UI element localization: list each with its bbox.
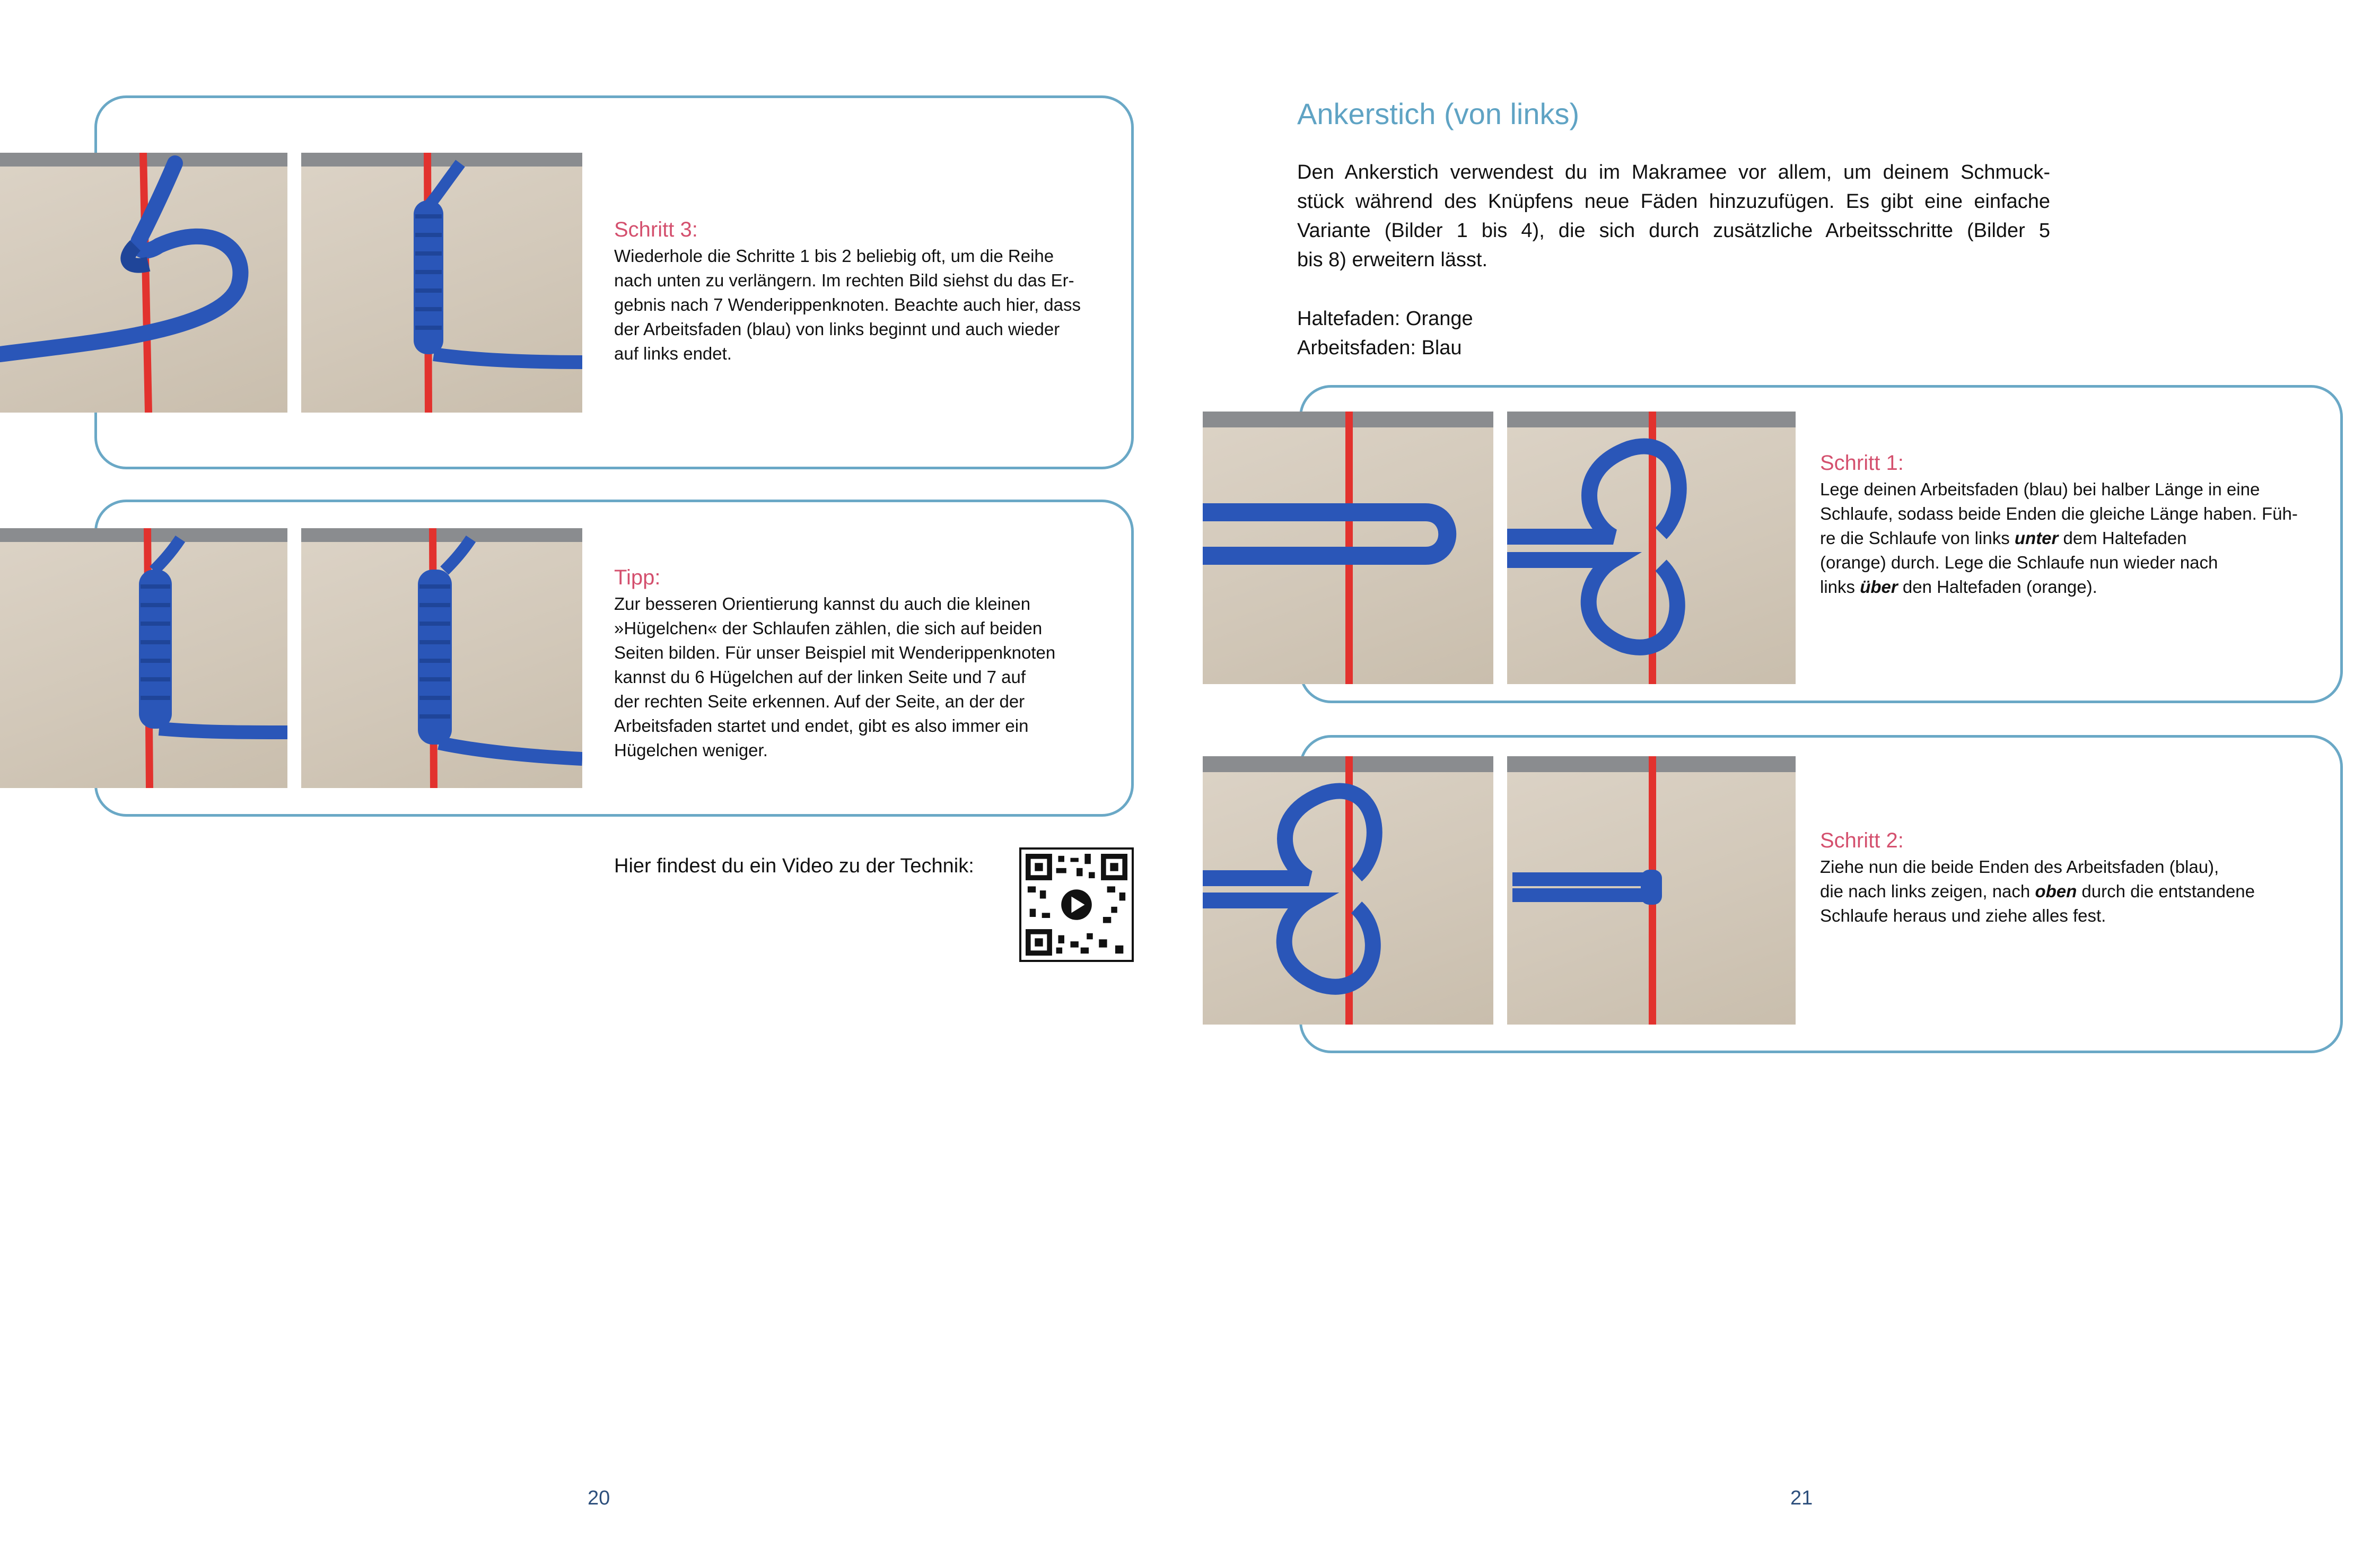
page-number-left: 20: [588, 1487, 610, 1509]
step3-photo-1: [0, 153, 287, 413]
tipp-line: Arbeitsfaden startet und endet, gibt es also immer ein: [614, 716, 1029, 736]
step3-line: nach unten zu verlängern. Im rechten Bild siehst du das Er-: [614, 270, 1074, 290]
step2-photo-1: [1203, 756, 1493, 1025]
tipp-line: Zur besseren Orientierung kannst du auch die kleinen: [614, 594, 1031, 614]
step1-line: Schlaufe, sodass beide Enden die gleiche Länge haben. Füh-: [1820, 504, 2298, 523]
tipp-line: kannst du 6 Hügelchen auf der linken Seite und 7 auf: [614, 667, 1026, 687]
tipp-line: der rechten Seite erkennen. Auf der Seite, an der der: [614, 692, 1025, 711]
tipp-photo-1: [0, 528, 287, 788]
intro-line: stück während des Knüpfens neue Fäden hinzuzufügen. Es gibt eine einfache: [1297, 190, 2050, 213]
step3-line: gebnis nach 7 Wenderippenknoten. Beachte auch hier, dass: [614, 295, 1081, 314]
step2-line-part: durch die entstandene: [2077, 881, 2255, 901]
step1-title: Schritt 1:: [1820, 451, 1904, 475]
step1-line-part: den Haltefaden (orange).: [1897, 577, 2097, 597]
tipp-photo-2: [301, 528, 582, 788]
intro-line: Variante (Bilder 1 bis 4), die sich durch zusätzliche Arbeitsschritte (Bilder 5: [1297, 220, 2050, 242]
step1-emphasis-unter: unter: [2014, 528, 2059, 548]
step1-line: [1820, 575, 2329, 599]
tipp-line: Hügelchen weniger.: [614, 740, 768, 760]
step1-line-part: dem Haltefaden: [2058, 528, 2187, 548]
step3-text: [614, 216, 1113, 366]
step1-line-part: links: [1820, 577, 1860, 597]
step2-title: Schritt 2:: [1820, 829, 1904, 852]
section-heading: Ankerstich (von links): [1297, 97, 1580, 130]
step2-line: Schlaufe heraus und ziehe alles fest.: [1820, 906, 2106, 925]
step2-photo-2: [1507, 756, 1796, 1025]
step2-text: [1820, 827, 2329, 928]
step3-photo-2: [301, 153, 582, 413]
tipp-line: Seiten bilden. Für unser Beispiel mit Wenderippenknoten: [614, 643, 1056, 662]
page-number-right: 21: [1790, 1487, 1813, 1509]
step3-line: auf links endet.: [614, 344, 732, 363]
step1-line-part: re die Schlaufe von links: [1820, 528, 2015, 548]
step2-line: [1820, 879, 2329, 904]
video-text: Hier findest du ein Video zu der Technik:: [614, 855, 974, 877]
step3-line: Wiederhole die Schritte 1 bis 2 beliebig oft, um die Reihe: [614, 246, 1054, 266]
step3-line: der Arbeitsfaden (blau) von links beginnt und auch wieder: [614, 319, 1060, 339]
step2-line: Ziehe nun die beide Enden des Arbeitsfaden (blau),: [1820, 857, 2219, 877]
step2-line-part: die nach links zeigen, nach: [1820, 881, 2035, 901]
tipp-line: »Hügelchen« der Schlaufen zählen, die sich auf beiden: [614, 618, 1043, 638]
intro-paragraph: [1297, 158, 2050, 275]
step1-text: [1820, 450, 2329, 599]
intro-line: Den Ankerstich verwendest du im Makramee vor allem, um deinem Schmuck-: [1297, 161, 2050, 183]
step1-line: Lege deinen Arbeitsfaden (blau) bei halber Länge in eine: [1820, 479, 2260, 499]
tipp-text: [614, 564, 1113, 763]
qr-code-play-icon[interactable]: [1019, 847, 1134, 962]
step1-photo-1: [1203, 412, 1493, 684]
step3-title: Schritt 3:: [614, 218, 698, 241]
intro-line: bis 8) erweitern lässt.: [1297, 249, 1488, 271]
tipp-title: Tipp:: [614, 566, 661, 589]
step1-line: [1820, 526, 2329, 550]
step1-emphasis-ueber: über: [1860, 577, 1898, 597]
arbeitsfaden-label: Arbeitsfaden: Blau: [1297, 337, 1462, 359]
step2-emphasis-oben: oben: [2035, 881, 2077, 901]
step1-photo-2: [1507, 412, 1796, 684]
step1-line: (orange) durch. Lege die Schlaufe nun wieder nach: [1820, 553, 2218, 572]
haltefaden-label: Haltefaden: Orange: [1297, 308, 1473, 330]
